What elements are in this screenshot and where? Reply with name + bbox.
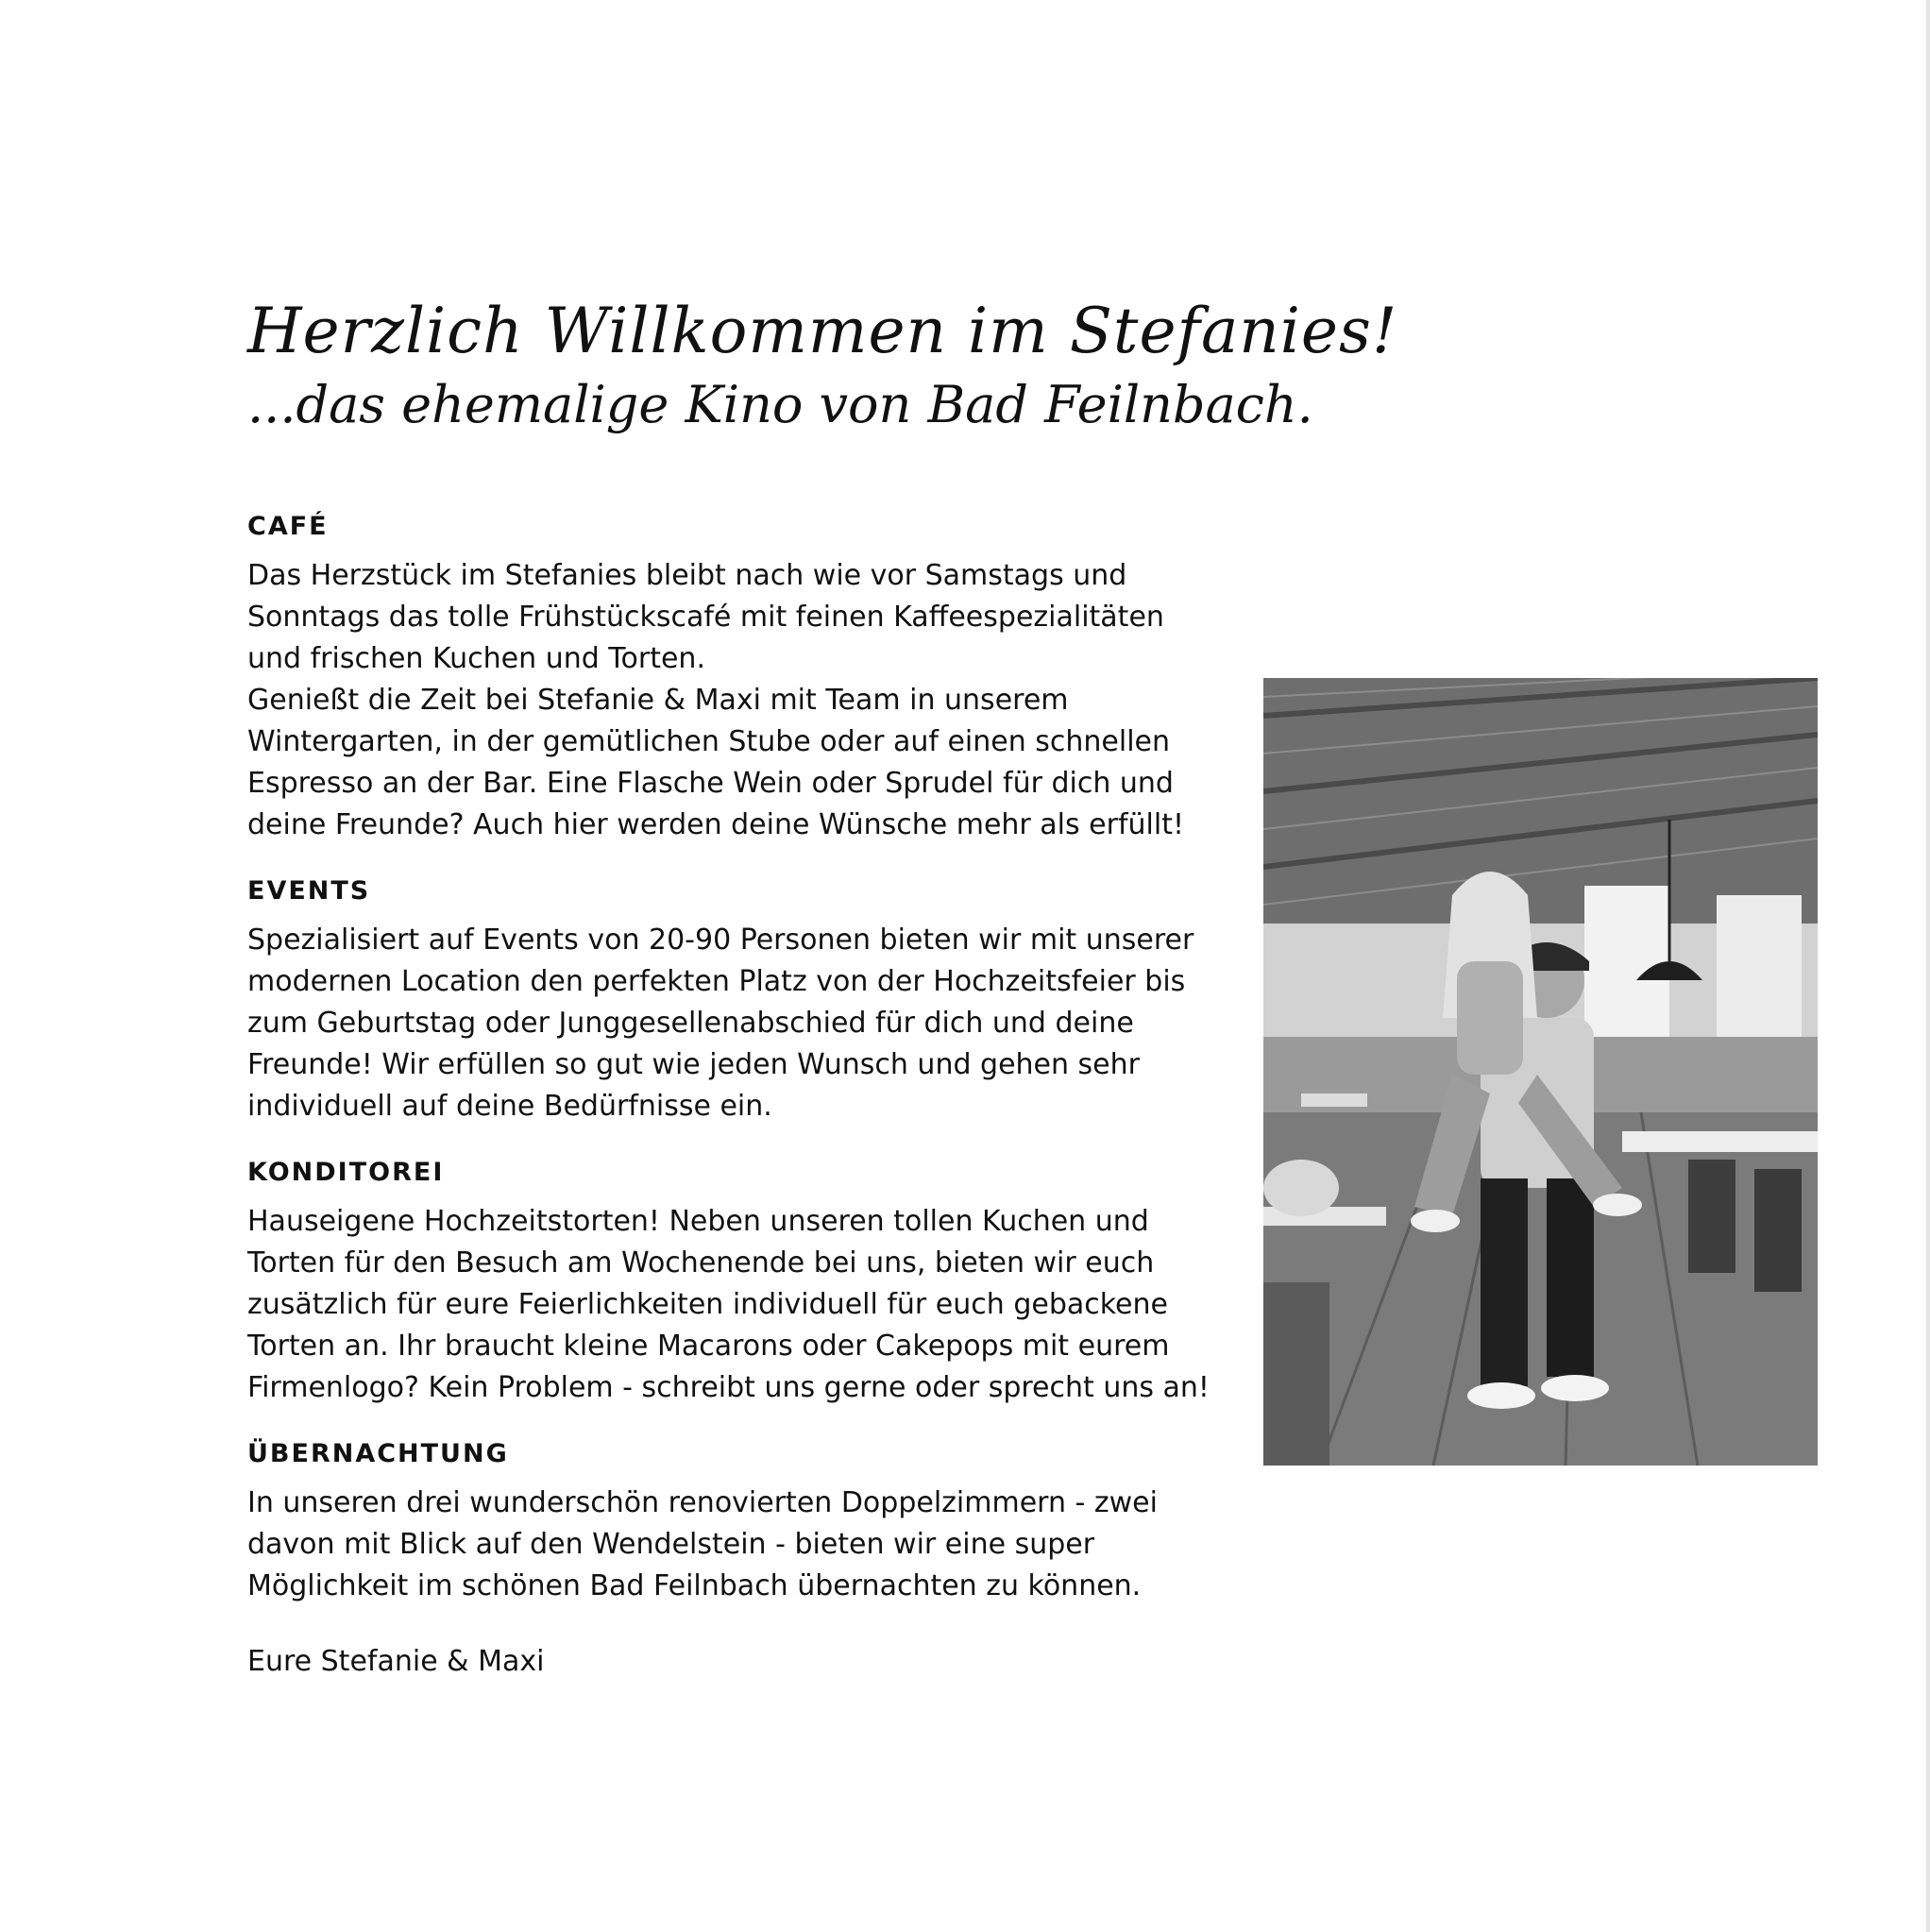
page-title: Herzlich Willkommen im Stefanies! xyxy=(247,295,1398,367)
section-heading-konditorei: KONDITOREI xyxy=(247,1158,445,1187)
section-heading-uebernachtung: ÜBERNACHTUNG xyxy=(247,1439,509,1468)
section-events xyxy=(247,874,1210,1127)
section-paragraph: In unseren drei wunderschön renovierten Doppelzimmern - zwei davon mit Blick auf den Wendelstein - bieten wir eine super Möglichkeit im schönen Bad Feilnbach übernachten zu können. xyxy=(247,1486,1158,1602)
section-paragraph: Das Herzstück im Stefanies bleibt nach wie vor Samstags und Sonntags das tolle Frühstückscafé mit feinen Kaffeespezialitäten und frischen Kuchen und Torten. xyxy=(247,559,1164,675)
section-paragraph: Spezialisiert auf Events von 20-90 Personen bieten wir mit unserer modernen Location den perfekten Platz von der Hochzeitsfeier bis zum Geburtstag oder Junggesellenabschied für dich und deine Freunde! Wir erfüllen so gut wie jeden Wunsch und gehen sehr individuell auf deine Bedürfnisse ein. xyxy=(247,924,1194,1123)
section-konditorei xyxy=(247,1156,1210,1409)
title-block xyxy=(247,295,1398,434)
photo-illustration xyxy=(1263,678,1818,1466)
signature: Eure Stefanie & Maxi xyxy=(247,1645,545,1678)
section-paragraph: Genießt die Zeit bei Stefanie & Maxi mit Team in unserem Wintergarten, in der gemütlichen Stube oder auf einen schnellen Espresso an der Bar. Eine Flasche Wein oder Sprudel für dich und deine Freunde? Auch hier werden deine Wünsche mehr als erfüllt! xyxy=(247,684,1185,841)
page-subtitle: ...das ehemalige Kino von Bad Feilnbach. xyxy=(247,375,1313,434)
section-uebernachtung xyxy=(247,1437,1210,1607)
section-heading-events: EVENTS xyxy=(247,876,371,906)
section-heading-cafe: CAFÉ xyxy=(247,512,329,541)
content-column xyxy=(247,510,1210,1683)
page-edge xyxy=(1926,0,1930,1932)
photo-couple-cafe-interior xyxy=(1263,678,1818,1466)
section-cafe xyxy=(247,510,1210,846)
section-paragraph: Hauseigene Hochzeitstorten! Neben unseren tollen Kuchen und Torten für den Besuch am Wochenende bei uns, bieten wir euch zusätzlich für eure Feierlichkeiten individuell für euch gebackene Torten an. Ihr braucht kleine Macarons oder Cakepops mit eurem Firmenlogo? Kein Problem - schreibt uns gerne oder sprecht uns an! xyxy=(247,1205,1210,1404)
